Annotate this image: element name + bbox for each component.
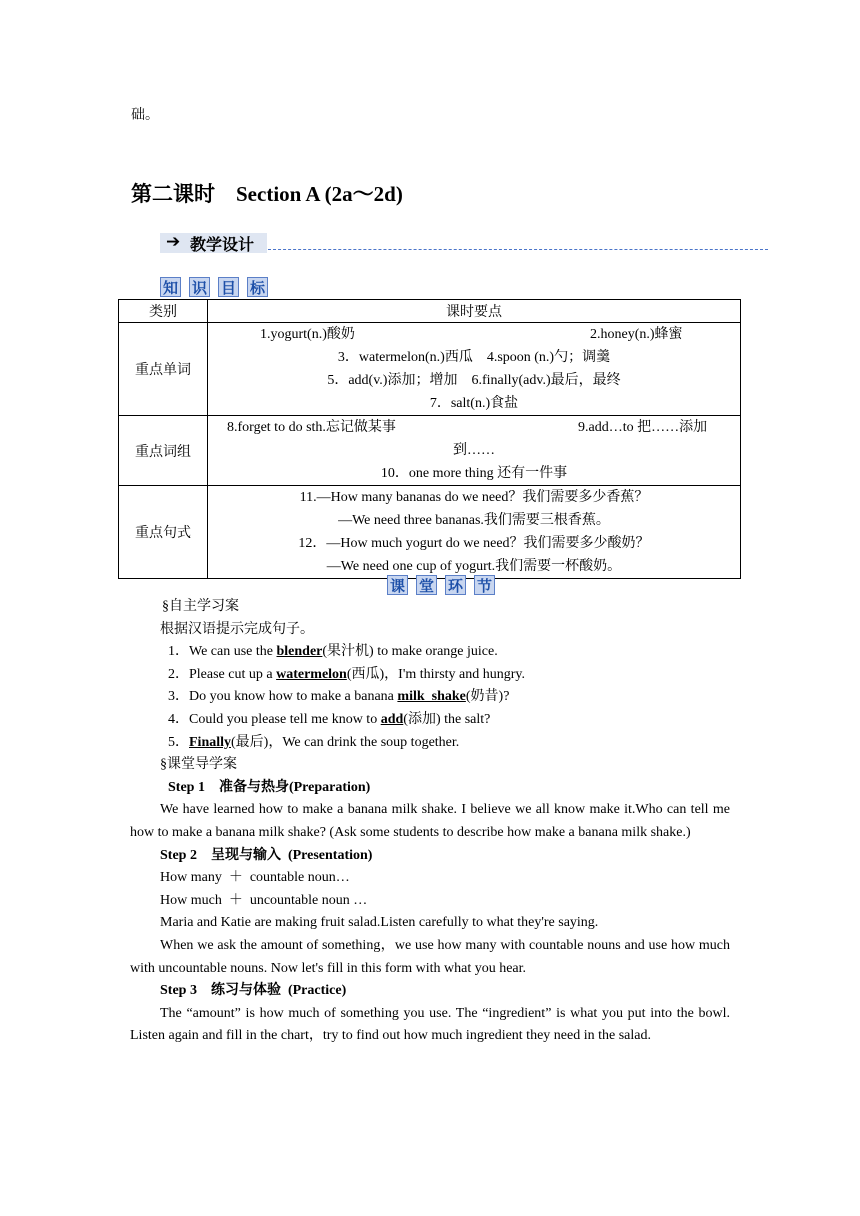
header-points: 课时要点 — [208, 300, 741, 323]
self-study-title: §自主学习案 — [162, 599, 239, 614]
row-category: 重点句式 — [119, 486, 208, 579]
arrow-right-icon: ➔ — [166, 232, 181, 252]
knowledge-goal-tags — [160, 277, 268, 297]
answer-text: milk shake — [397, 689, 466, 705]
point-text: 2.honey(n.)蜂蜜 — [590, 327, 683, 342]
step-paragraph: The “amount” is how much of something you use. The “ingredient” is what you put into the bowl. Listen again and fill in the chart，try to find out how much ingredient they need in the salad. — [130, 1005, 730, 1044]
answer-text: watermelon — [276, 666, 347, 682]
tag-char: 堂 — [416, 575, 437, 595]
point-text: —We need three bananas.我们需要三根香蕉。 — [338, 513, 610, 528]
teaching-design-banner — [160, 230, 768, 252]
guide-title: §课堂导学案 — [160, 757, 237, 773]
step-line: How much ＋ uncountable noun … — [160, 892, 368, 908]
tag-char: 节 — [474, 575, 495, 595]
top-fragment: 础。 — [131, 108, 159, 123]
tag-char: 目 — [218, 277, 239, 297]
point-text: —We need one cup of yogurt.我们需要一杯酸奶。 — [326, 559, 622, 574]
answer-text: add — [380, 711, 404, 727]
tag-char: 识 — [189, 277, 210, 297]
row-points — [208, 323, 741, 416]
step-line: Maria and Katie are making fruit salad.Listen carefully to what they're saying. — [160, 915, 599, 931]
point-text: 到…… — [453, 443, 495, 458]
lesson-body — [130, 596, 730, 1048]
point-text: 11.—How many bananas do we need？我们需要多少香蕉？ — [299, 490, 649, 505]
exercise-item: 4．Could you please tell me know to add(添加) the salt? — [168, 711, 491, 727]
step-paragraph: We have learned how to make a banana milk shake. I believe we all know make it.Who can tell me how to make a banana milk shake? (Ask some students to describe how make a banana milk shake.) — [130, 802, 730, 840]
point-text: 10．one more thing 还有一件事 — [380, 466, 568, 481]
class-section-tags — [387, 575, 495, 595]
step-title: Step 1 准备与热身(Preparation) — [168, 779, 371, 795]
step-paragraph: When we ask the amount of something，we use how many with countable nouns and use how much with uncountable nouns. Now let's fill in this form with what you hear. — [130, 937, 730, 976]
point-text: 8.forget to do sth.忘记做某事 — [227, 420, 396, 435]
exercise-item: 5．Finally(最后)，We can drink the soup together. — [168, 734, 460, 750]
key-points-table — [118, 299, 741, 579]
row-points — [208, 486, 741, 579]
table-row — [119, 323, 741, 416]
step-title: Step 2 呈现与输入 (Presentation) — [160, 847, 373, 863]
point-text: 1.yogurt(n.)酸奶 — [260, 327, 355, 342]
self-study-instruction: 根据汉语提示完成句子。 — [160, 621, 314, 637]
row-category: 重点词组 — [119, 416, 208, 486]
step-title: Step 3 练习与体验 (Practice) — [160, 983, 347, 999]
banner-divider — [268, 249, 768, 250]
tag-char: 知 — [160, 277, 181, 297]
exercise-item: 3．Do you know how to make a banana milk shake(奶昔)? — [168, 689, 510, 705]
point-text: 5．add(v.)添加；增加 6.finally(adv.)最后，最终 — [327, 373, 621, 388]
point-text: 12．—How much yogurt do we need？我们需要多少酸奶？ — [298, 536, 650, 551]
exercise-item: 2．Please cut up a watermelon(西瓜)，I'm thirsty and hungry. — [168, 666, 526, 682]
header-category: 类别 — [119, 300, 208, 323]
tag-char: 环 — [445, 575, 466, 595]
row-points — [208, 416, 741, 486]
table-row — [119, 486, 741, 579]
point-text: 3．watermelon(n.)西瓜 4.spoon (n.)勺；调羹 — [337, 350, 611, 365]
row-category: 重点单词 — [119, 323, 208, 416]
tag-char: 标 — [247, 277, 268, 297]
answer-text: Finally — [189, 734, 232, 750]
section-heading: 第二课时 Section A (2a～2d) — [131, 182, 403, 206]
step-line: How many ＋ countable noun… — [160, 870, 350, 886]
point-text: 7．salt(n.)食盐 — [429, 396, 519, 411]
table-row — [119, 416, 741, 486]
table-header-row — [119, 300, 741, 323]
tag-char: 课 — [387, 575, 408, 595]
banner-text: 教学设计 — [190, 235, 255, 254]
point-text: 9.add…to 把……添加 — [578, 420, 708, 435]
exercise-item: 1．We can use the blender(果汁机) to make orange juice. — [168, 644, 498, 660]
answer-text: blender — [276, 644, 323, 660]
